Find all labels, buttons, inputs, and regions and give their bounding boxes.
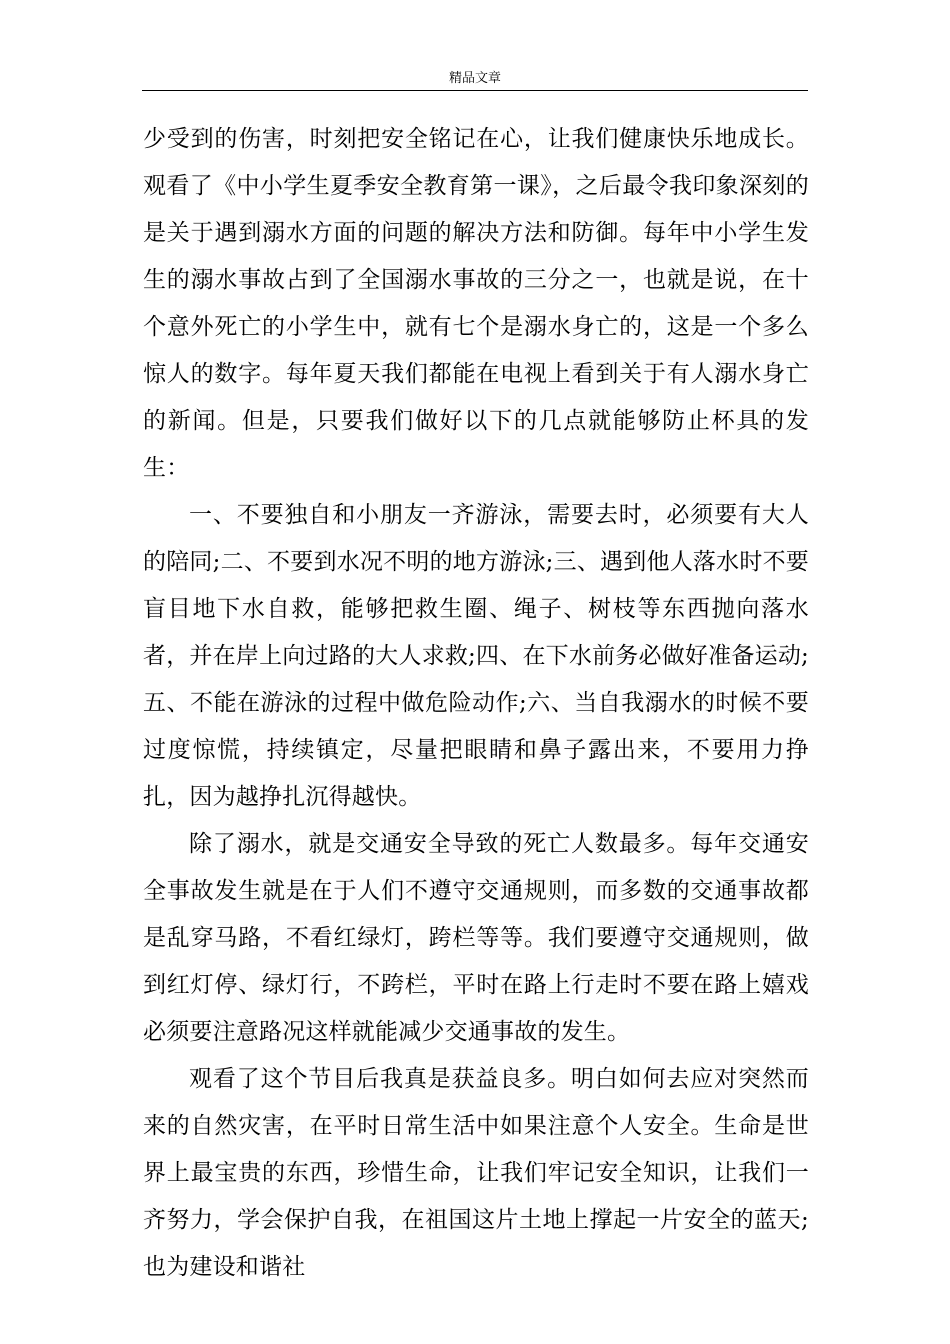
paragraph-4: 观看了这个节目后我真是获益良多。明白如何去应对突然而来的自然灾害，在平时日常生活中如果注意个人安全。生命是世界上最宝贵的东西，珍惜生命，让我们牢记安全知识，让我们一齐努力，学会保护自我，在祖国这片土地上撑起一片安全的蓝天;也为建设和谐社 xyxy=(143,1066,809,1280)
article-body xyxy=(143,116,809,1291)
page-header: 精品文章 xyxy=(448,71,501,86)
paragraph-2: 一、不要独自和小朋友一齐游泳，需要去时，必须要有大人的陪同;二、不要到水况不明的地方游泳;三、遇到他人落水时不要盲目地下水自救，能够把救生圈、绳子、树枝等东西抛向落水者，并在岸上向过路的大人求救;四、在下水前务必做好准备运动;五、不能在游泳的过程中做危险动作;六、当自我溺水的时候不要过度惊慌，持续镇定，尽量把眼睛和鼻子露出来，不要用力挣扎，因为越挣扎沉得越快。 xyxy=(143,502,809,810)
header-divider xyxy=(142,90,808,91)
paragraph-3: 除了溺水，就是交通安全导致的死亡人数最多。每年交通安全事故发生就是在于人们不遵守交通规则，而多数的交通事故都是乱穿马路，不看红绿灯，跨栏等等。我们要遵守交通规则，做到红灯停、绿灯行，不跨栏，平时在路上行走时不要在路上嬉戏必须要注意路况这样就能减少交通事故的发生。 xyxy=(143,831,809,1045)
paragraph-1: 少受到的伤害，时刻把安全铭记在心，让我们健康快乐地成长。观看了《中小学生夏季安全教育第一课》，之后最令我印象深刻的是关于遇到溺水方面的问题的解决方法和防御。每年中小学生发生的溺水事故占到了全国溺水事故的三分之一，也就是说，在十个意外死亡的小学生中，就有七个是溺水身亡的，这是一个多么惊人的数字。每年夏天我们都能在电视上看到关于有人溺水身亡的新闻。但是，只要我们做好以下的几点就能够防止杯具的发生： xyxy=(143,126,809,481)
